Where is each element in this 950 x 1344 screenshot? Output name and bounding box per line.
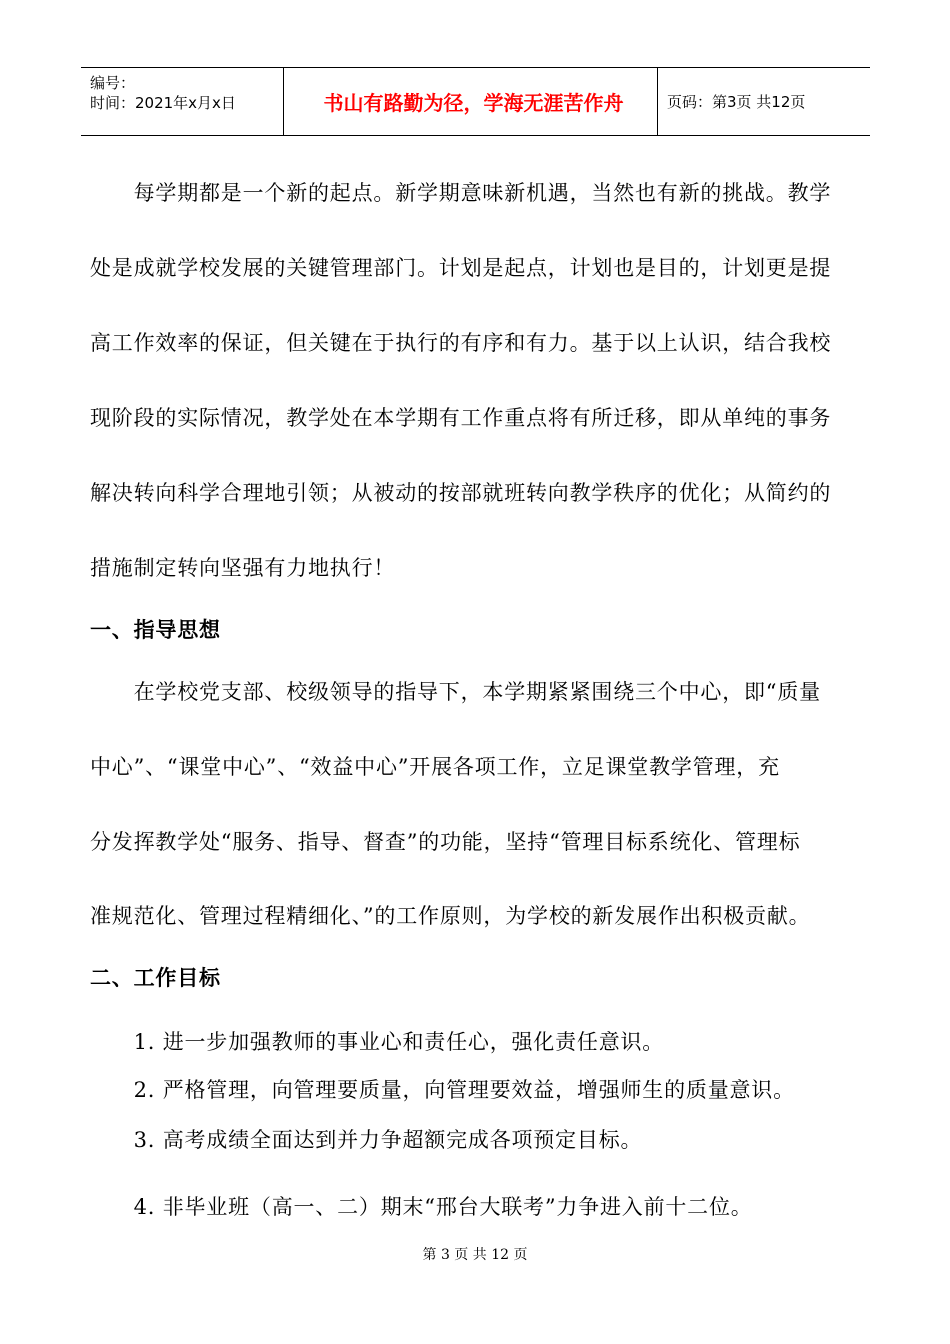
number-label: 编号：	[90, 74, 136, 92]
date-label: 时间：2021年x月x日	[90, 94, 236, 112]
list-item: 1. 进一步加强教师的事业心和责任心，强化责任意识。	[90, 1030, 665, 1054]
paragraph-line: 措施制定转向坚强有力地执行！	[90, 556, 396, 580]
header-meta	[90, 73, 236, 113]
paragraph-line: 准规范化、管理过程精细化、”的工作原则，为学校的新发展作出积极贡献。	[90, 904, 811, 928]
paragraph-line: 高工作效率的保证，但关键在于执行的有序和有力。基于以上认识，结合我校	[90, 331, 832, 355]
section-heading-guiding: 一、指导思想	[90, 618, 221, 642]
page-footer: 第 3 页 共 12 页	[422, 1247, 528, 1263]
paragraph-line: 中心”、“课堂中心”、“效益中心”开展各项工作，立足课堂教学管理，充	[90, 755, 780, 779]
paragraph-line: 解决转向科学合理地引领；从被动的按部就班转向教学秩序的优化；从简约的	[90, 481, 832, 505]
paragraph-line: 每学期都是一个新的起点。新学期意味新机遇，当然也有新的挑战。教学	[90, 181, 832, 205]
motto: 书山有路勤为径，学海无涯苦作舟	[323, 91, 624, 115]
header-divider	[283, 68, 284, 135]
header-table	[81, 67, 870, 136]
list-item: 2. 严格管理，向管理要质量，向管理要效益，增强师生的质量意识。	[90, 1078, 795, 1102]
section-heading-goals: 二、工作目标	[90, 966, 221, 990]
page-info: 页码：第3页 共12页	[667, 93, 806, 111]
list-item: 3. 高考成绩全面达到并力争超额完成各项预定目标。	[90, 1128, 643, 1152]
paragraph-line: 处是成就学校发展的关键管理部门。计划是起点，计划也是目的，计划更是提	[90, 256, 832, 280]
paragraph-line: 现阶段的实际情况，教学处在本学期有工作重点将有所迁移，即从单纯的事务	[90, 406, 832, 430]
paragraph-line: 在学校党支部、校级领导的指导下，本学期紧紧围绕三个中心，即“质量	[90, 680, 821, 704]
header-divider	[657, 68, 658, 135]
list-item: 4. 非毕业班（高一、二）期末“邢台大联考”力争进入前十二位。	[90, 1195, 753, 1219]
paragraph-line: 分发挥教学处“服务、指导、督查”的功能，坚持“管理目标系统化、管理标	[90, 830, 801, 854]
